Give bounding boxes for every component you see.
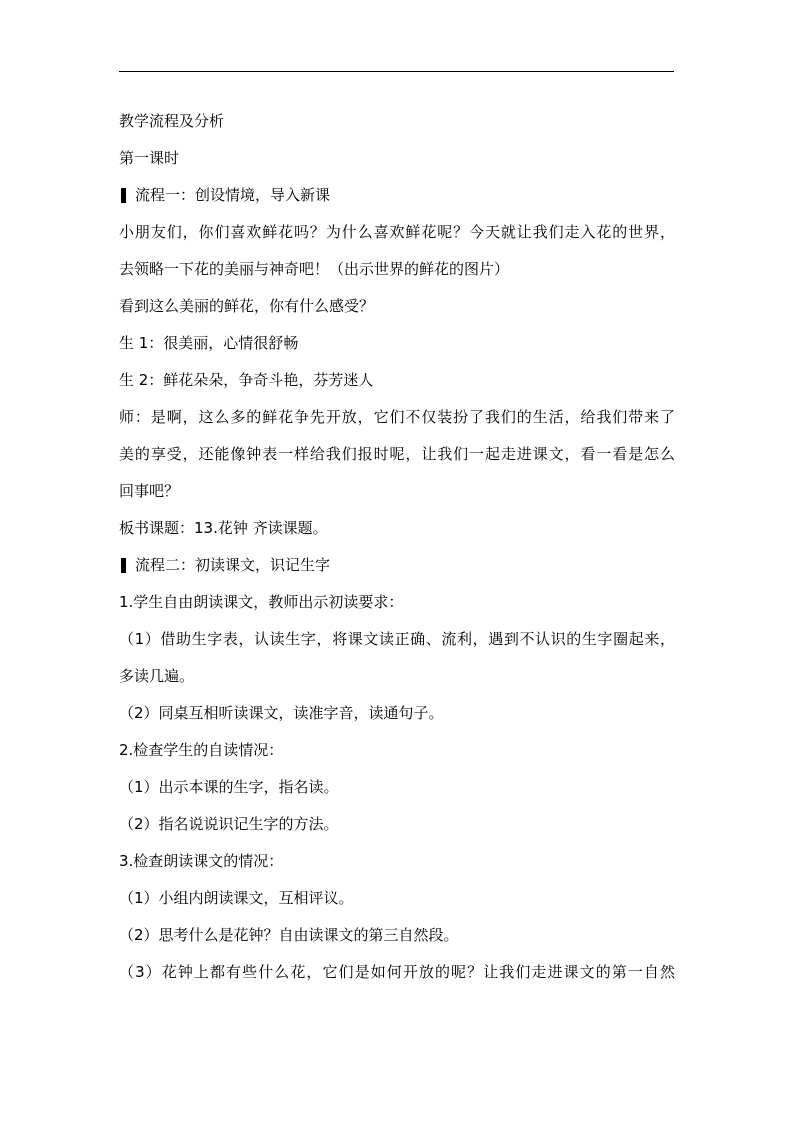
- list-item: 3.检查朗读课文的情况：: [119, 852, 284, 870]
- step2-heading-text: 流程二：初读课文，识记生字: [135, 556, 331, 574]
- list-subitem: （1）小组内朗读课文，互相评议。: [119, 889, 354, 907]
- list-subitem: （1）借助生字表，认读生字，将课文读正确、流利，遇到不认识的生字圈起来，: [119, 630, 675, 648]
- list-item: 1.学生自由朗读课文，教师出示初读要求：: [119, 593, 404, 611]
- step2-heading: [119, 547, 675, 584]
- document-body: [119, 103, 675, 991]
- list-subitem: （2）思考什么是花钟？自由读课文的第三自然段。: [119, 926, 459, 944]
- question-line: 看到这么美丽的鲜花，你有什么感受？: [119, 297, 375, 315]
- teacher-line: 师：是啊，这么多的鲜花争先开放，它们不仅装扮了我们的生活，给我们带来了: [119, 408, 675, 426]
- paragraph-line: 去领略一下花的美丽与神奇吧！（出示世界的鲜花的图片）: [119, 260, 510, 278]
- list-subitem: 多读几遍。: [119, 667, 195, 685]
- teacher-line: 回事吧？: [119, 482, 180, 500]
- board-title-line: 板书课题：13.花钟 齐读课题。: [119, 519, 328, 537]
- list-subitem: （3）花钟上都有些什么花，它们是如何开放的呢？让我们走进课文的第一自然: [119, 963, 675, 981]
- list-item: 2.检查学生的自读情况：: [119, 741, 284, 759]
- header-rule: [119, 71, 674, 72]
- list-subitem: （2）同桌互相听读课文，读准字音，读通句子。: [119, 704, 444, 722]
- step1-heading-text: 流程一：创设情境，导入新课: [135, 186, 331, 204]
- step1-heading: [119, 177, 675, 214]
- lesson-label: 第一课时: [119, 149, 180, 167]
- bullet-icon: [121, 558, 126, 573]
- student-response: 生 1：很美丽，心情很舒畅: [119, 334, 299, 352]
- list-subitem: （1）出示本课的生字，指名读。: [119, 778, 339, 796]
- section-title: 教学流程及分析: [119, 112, 225, 130]
- list-subitem: （2）指名说说识记生字的方法。: [119, 815, 339, 833]
- student-response: 生 2：鲜花朵朵，争奇斗艳，芬芳迷人: [119, 371, 374, 389]
- teacher-line: 美的享受，还能像钟表一样给我们报时呢，让我们一起走进课文，看一看是怎么: [119, 445, 675, 463]
- paragraph-line: 小朋友们，你们喜欢鲜花吗？为什么喜欢鲜花呢？今天就让我们走入花的世界，: [119, 223, 675, 241]
- bullet-icon: [121, 188, 126, 203]
